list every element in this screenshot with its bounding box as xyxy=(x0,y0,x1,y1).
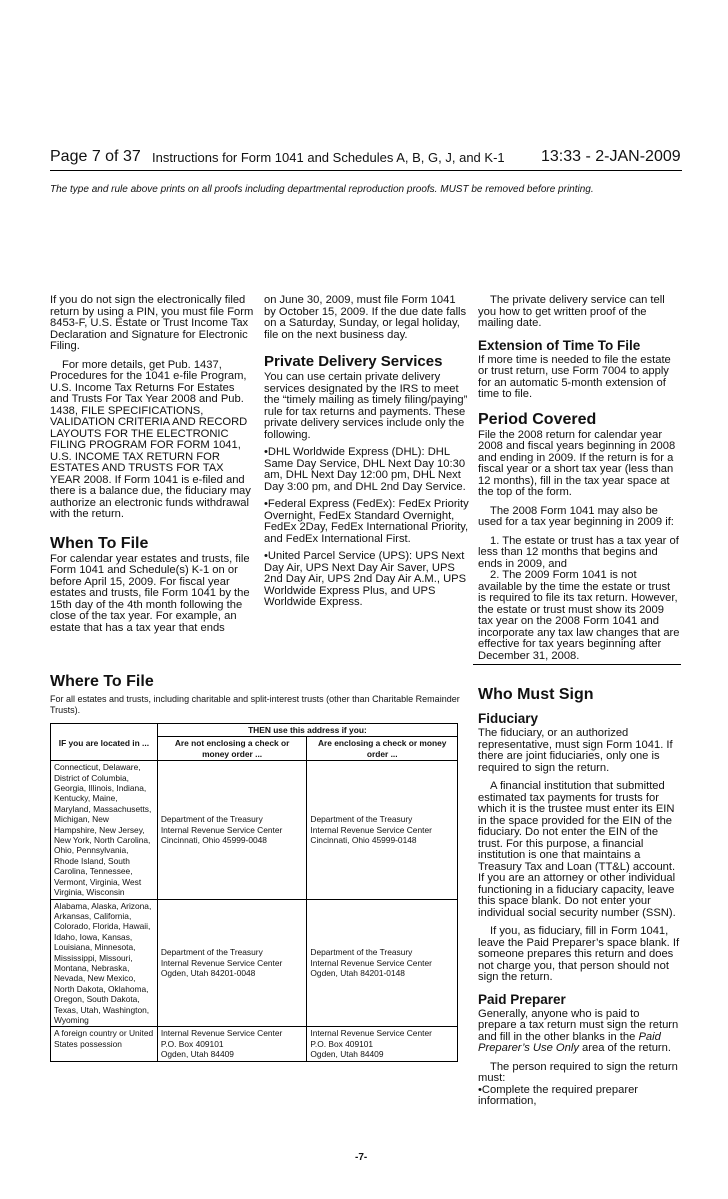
page-number: -7- xyxy=(355,1152,368,1163)
table-header: Are not enclosing a check or money order ... xyxy=(157,737,307,761)
table-cell: Department of the Treasury Internal Revenue Service Center Ogden, Utah 84201-0048 xyxy=(157,899,307,1027)
paragraph: If you do not sign the electronically filed return by using a PIN, you must file Form 8453-F, U.S. Estate or Trust Income Tax Declaration and Signature for Electronic Filing. xyxy=(50,294,254,352)
column-1 xyxy=(50,295,255,634)
paragraph: File the 2008 return for calendar year 2008 and fiscal years beginning in 2008 and ending in 2009. If the return is for a fiscal year or a short tax year (less than 12 months), fill in the tax year space at the top of the form. xyxy=(478,428,676,498)
header-rule xyxy=(50,170,682,171)
list-item: • Complete the required preparer information, xyxy=(478,1085,680,1108)
page-indicator: Page 7 of 37 xyxy=(50,148,141,165)
table-cell: Internal Revenue Service Center P.O. Box 409101 Ogden, Utah 84409 xyxy=(157,1027,307,1061)
paragraph: 1. The estate or trust has a tax year of less than 12 months that begins and ends in 2009, and xyxy=(478,534,679,570)
table-cell: Department of the Treasury Internal Revenue Service Center Cincinnati, Ohio 45999-0148 xyxy=(307,761,458,899)
paragraph: Generally, anyone who is paid to prepare a tax return must sign the return and fill in the other blanks in the Paid Preparer’s Use Only area of the return. xyxy=(478,1007,679,1054)
table-header: IF you are located in ... xyxy=(51,737,158,761)
column-rule xyxy=(473,664,681,665)
list-item: • United Parcel Service (UPS): UPS Next Day Air, UPS Next Day Air Saver, UPS 2nd Day Air, UPS 2nd Day Air A.M., UPS Worldwide Express Plus, and UPS Worldwide Express. xyxy=(264,551,469,609)
list-item: • Federal Express (FedEx): FedEx Priority Overnight, FedEx Standard Overnight, FedEx 2Day, FedEx International Priority, and FedEx International First. xyxy=(264,499,469,545)
paragraph: 2. The 2009 Form 1041 is not available by the time the estate or trust is required to file its tax return. However, the estate or trust must show its 2009 tax year on the 2008 Form 1041 and incorporate any tax law changes that are effective for tax years beginning after December 31, 2008. xyxy=(478,569,680,662)
table-row xyxy=(51,899,458,1027)
column-2 xyxy=(264,295,469,609)
where-to-file-section xyxy=(50,673,470,716)
paragraph: on June 30, 2009, must file Form 1041 by October 15, 2009. If the due date falls on a Saturday, Sunday, or legal holiday, file on the next business day. xyxy=(264,294,467,341)
heading-period-covered: Period Covered xyxy=(478,410,597,428)
paragraph: The person required to sign the return must: xyxy=(478,1060,678,1084)
document-title: Instructions for Form 1041 and Schedules A, B, G, J, and K-1 xyxy=(152,150,505,165)
table-row xyxy=(51,761,458,899)
paragraph: The fiduciary, or an authorized representative, must sign Form 1041. If there are joint fiduciaries, only one is required to sign the return. xyxy=(478,727,673,774)
table-cell: Department of the Treasury Internal Revenue Service Center Cincinnati, Ohio 45999-0048 xyxy=(157,761,307,899)
heading-where-to-file: Where To File xyxy=(50,673,154,690)
paragraph: For calendar year estates and trusts, file Form 1041 and Schedule(s) K-1 on or before April 15, 2009. For fiscal year estates and trusts, file Form 1041 by the 15th day of the 4th month following the close of the tax year. For example, an estate that has a tax year that ends xyxy=(50,552,250,634)
heading-fiduciary: Fiduciary xyxy=(478,711,539,726)
table-cell: Connecticut, Delaware, District of Columbia, Georgia, Illinois, Indiana, Kentucky, Maine, Maryland, Massachusetts, Michigan, New Hampshire, New Jersey, New York, North Carolina, Ohio, Pennsylvania, Rhode Island, South Carolina, Tennessee, Vermont, Virginia, West Virginia, Wisconsin xyxy=(51,761,158,899)
where-to-file-table xyxy=(50,723,458,1062)
heading-private-delivery: Private Delivery Services xyxy=(264,353,443,370)
table-cell: Department of the Treasury Internal Revenue Service Center Ogden, Utah 84201-0148 xyxy=(307,899,458,1027)
paragraph: The 2008 Form 1041 may also be used for a tax year beginning in 2009 if: xyxy=(478,504,674,528)
paragraph: A financial institution that submitted estimated tax payments for trusts for which it is the trustee must enter its EIN in the space provided for the EIN of the fiduciary. Do not enter the EIN of the trust. For this purpose, a financial institution is one that maintains a Treasury Tax and Loan (TT&L) account. If you are an attorney or other individual functioning in a fiduciary capacity, leave this space blank. Do not enter your individual social security number (SSN). xyxy=(478,780,676,919)
table-cell: Alabama, Alaska, Arizona, Arkansas, California, Colorado, Florida, Hawaii, Idaho, Iowa, Kansas, Louisiana, Minnesota, Mississippi, Missouri, Montana, Nebraska, Nevada, New Mexico, North Dakota, Oklahoma, Oregon, South Dakota, Texas, Utah, Washington, Wyoming xyxy=(51,899,158,1027)
heading-paid-preparer: Paid Preparer xyxy=(478,991,566,1007)
list-item: • DHL Worldwide Express (DHL): DHL Same Day Service, DHL Next Day 10:30 am, DHL Next Day 12:00 pm, DHL Next Day 3:00 pm, and DHL 2nd Day Service. xyxy=(264,447,469,493)
table-header: THEN use this address if you: xyxy=(157,724,457,737)
table-header: Are enclosing a check or money order ... xyxy=(307,737,458,761)
table-header xyxy=(51,724,158,737)
paragraph: If more time is needed to file the estate or trust return, use Form 7004 to apply for an automatic 5-month extension of time to file. xyxy=(478,353,671,400)
where-intro: For all estates and trusts, including charitable and split-interest trusts (other than Charitable Remainder Trusts). xyxy=(50,694,460,715)
heading-when-to-file: When To File xyxy=(50,534,149,552)
timestamp: 13:33 - 2-JAN-2009 xyxy=(541,148,681,165)
column-3 xyxy=(478,295,680,1108)
proof-note: The type and rule above prints on all proofs including departmental reproduction proofs. MUST be removed before printing. xyxy=(50,184,594,195)
heading-who-must-sign: Who Must Sign xyxy=(478,686,594,703)
table-cell: Internal Revenue Service Center P.O. Box 409101 Ogden, Utah 84409 xyxy=(307,1027,458,1061)
paragraph: The private delivery service can tell you how to get written proof of the mailing date. xyxy=(478,294,665,329)
paragraph: If you, as fiduciary, fill in Form 1041, leave the Paid Preparer’s space blank. If someone prepares this return and does not charge you, that person should not sign the return. xyxy=(478,925,680,983)
table-cell: A foreign country or United States possession xyxy=(51,1027,158,1061)
paragraph: You can use certain private delivery services designated by the IRS to meet the “timely mailing as timely filing/paying” rule for tax returns and payments. These private delivery services include only the following. xyxy=(264,371,468,441)
paragraph: For more details, get Pub. 1437, Procedures for the 1041 e-file Program, U.S. Income Tax Returns For Estates and Trusts For Tax Year 2008 and Pub. 1438, FILE SPECIFICATIONS, VALIDATION CRITERIA AND RECORD LAYOUTS FOR THE ELECTRONIC FILING PROGRAM FOR FORM 1041, U.S. INCOME TAX RETURN FOR ESTATES AND TRUSTS FOR TAX YEAR 2008. If Form 1041 is e-filed and there is a balance due, the fiduciary may authorize an electronic funds withdrawal with the return. xyxy=(50,358,251,520)
heading-extension: Extension of Time To File xyxy=(478,337,641,353)
table-row xyxy=(51,1027,458,1061)
